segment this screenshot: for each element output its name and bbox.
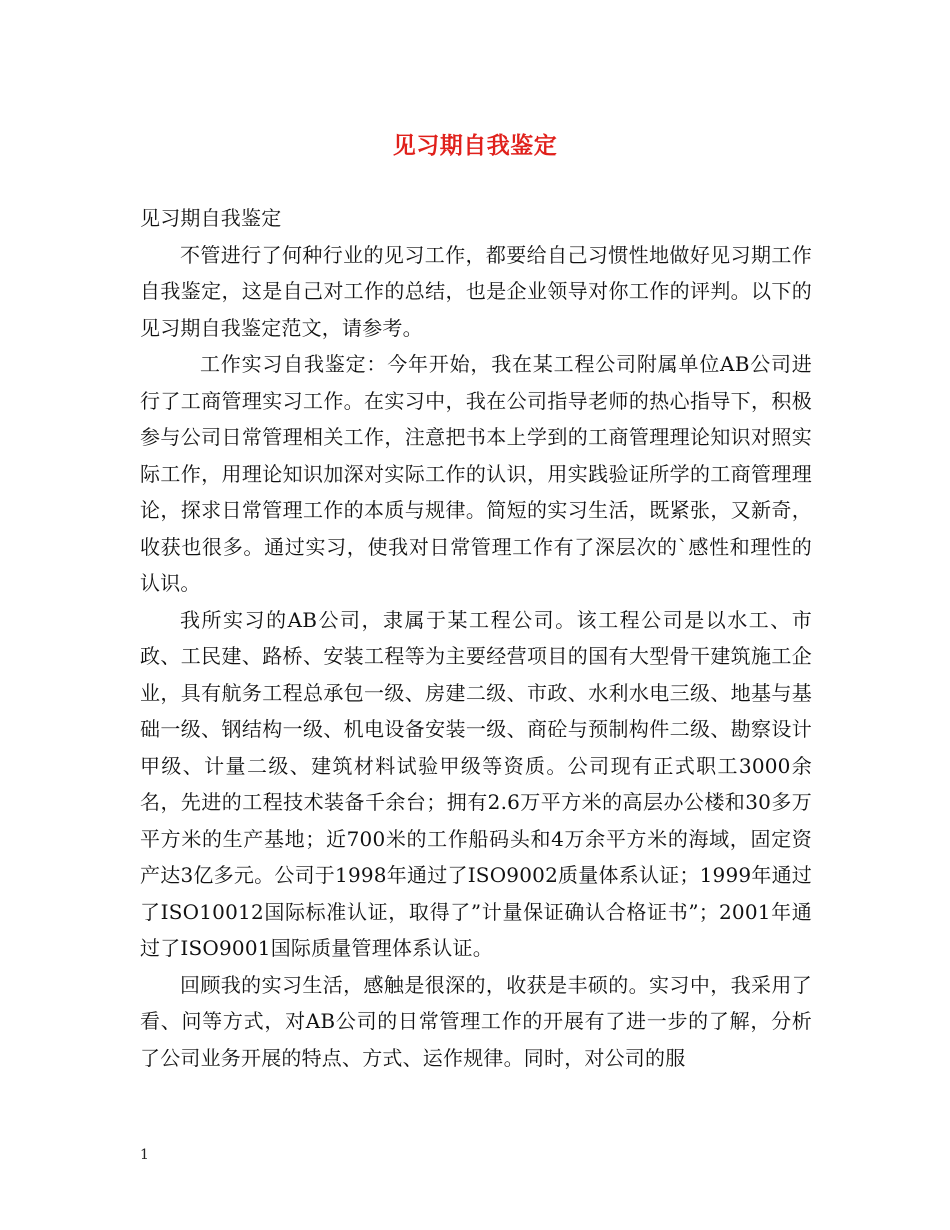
intro-paragraph: 不管进行了何种行业的见习工作，都要给自己习惯性地做好见习期工作自我鉴定，这是自己对工作的总结，也是企业领导对你工作的评判。以下的见习期自我鉴定范文，请参考。 (140, 242, 812, 340)
company-profile-paragraph: 我所实习的AB公司，隶属于某工程公司。该工程公司是以水工、市政、工民建、路桥、安装工程等为主要经营项目的国有大型骨干建筑施工企业，具有航务工程总承包一级、房建二级、市政、水利水电三级、地基与基础一级、钢结构一级、机电设备安装一级、商砼与预制构件二级、勘察设计甲级、计量二级、建筑材料试验甲级等资质。公司现有正式职工3000余名，先进的工程技术装备千余台；拥有2.6万平方米的高层办公楼和30多万平方米的生产基地；近700米的工作船码头和4万余平方米的海域，固定资产达3亿多元。公司于1998年通过了ISO9002质量体系认证；1999年通过了ISO10012国际标准认证，取得了”计量保证确认合格证书”；2001年通过了ISO9001国际质量管理体系认证。 (140, 607, 812, 960)
review-paragraph: 回顾我的实习生活，感触是很深的，收获是丰硕的。实习中，我采用了看、问等方式，对AB公司的日常管理工作的开展有了进一步的了解，分析了公司业务开展的特点、方式、运作规律。同时，对公司的服 (140, 972, 812, 1070)
section-heading: 见习期自我鉴定 (140, 206, 282, 230)
document-body (140, 200, 812, 1076)
page-number: 1 (140, 1147, 149, 1163)
document-title: 见习期自我鉴定 (392, 132, 558, 159)
self-assessment-paragraph: 工作实习自我鉴定：今年开始，我在某工程公司附属单位AB公司进行了工商管理实习工作。在实习中，我在公司指导老师的热心指导下，积极参与公司日常管理相关工作，注意把书本上学到的工商管理理论知识对照实际工作，用理论知识加深对实际工作的认识，用实践验证所学的工商管理理论，探求日常管理工作的本质与规律。简短的实习生活，既紧张，又新奇，收获也很多。通过实习，使我对日常管理工作有了深层次的`感性和理性的认识。 (140, 352, 812, 595)
